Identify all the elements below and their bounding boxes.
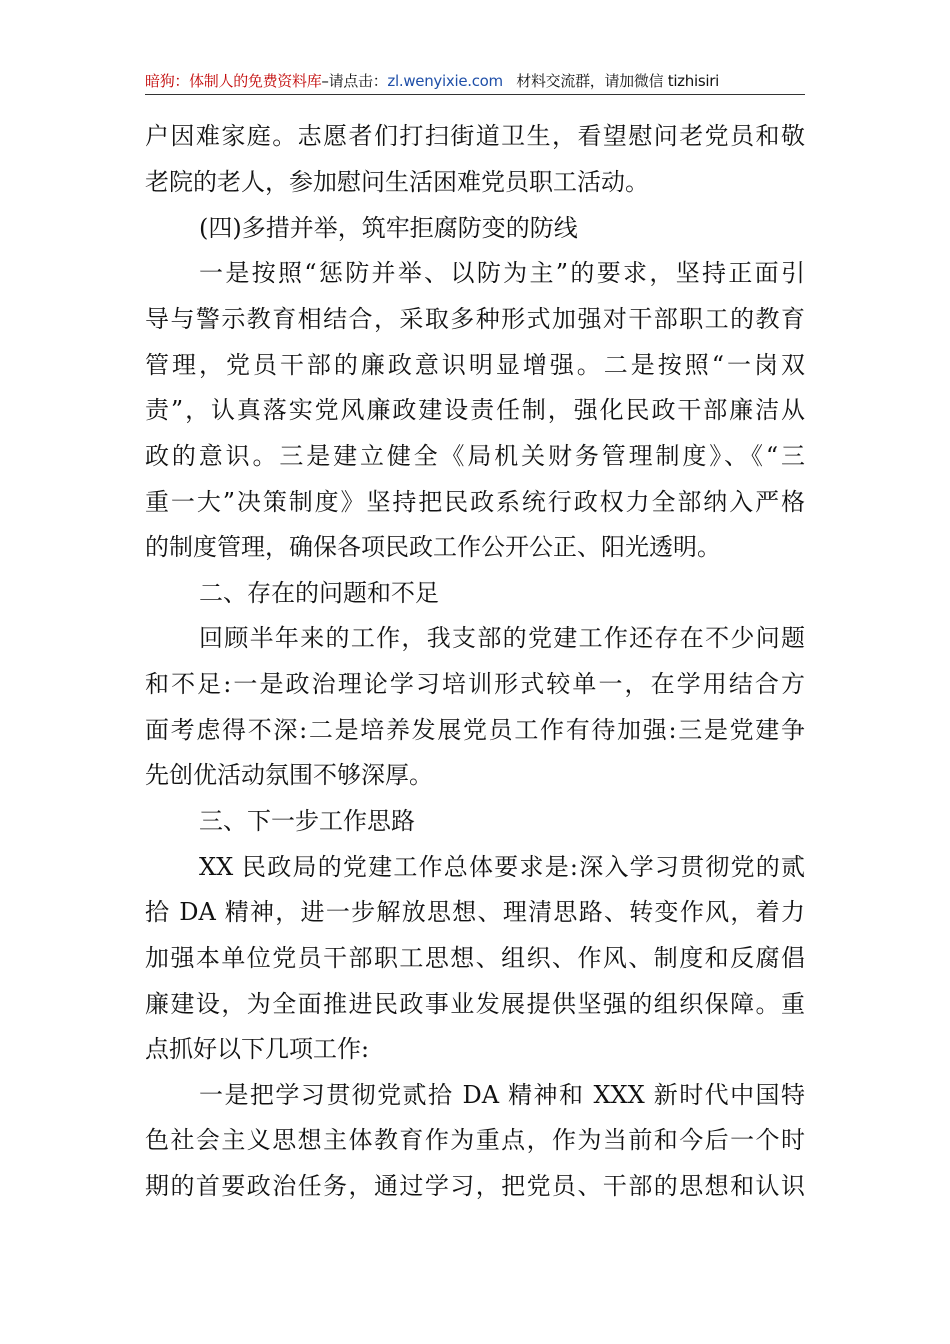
header-click-prompt: –请点击： [321,72,388,90]
body-line: XX 民政局的党建工作总体要求是:深入学习贯彻党的贰 [199,853,805,881]
section-heading: 二、存在的问题和不足 [199,579,439,607]
body-line: 期的首要政治任务，通过学习，把党员、干部的思想和认识 [145,1172,805,1200]
section-subheading: (四)多措并举，筑牢拒腐防变的防线 [199,214,578,242]
body-line: 廉建设，为全面推进民政事业发展提供坚强的组织保障。重 [145,990,805,1018]
body-line: 先创优活动氛围不够深厚。 [145,761,433,789]
body-line: 管理，党员干部的廉政意识明显增强。二是按照“一岗双 [145,351,805,379]
body-line: 责”，认真落实党风廉政建设责任制，强化民政干部廉洁从 [145,396,805,424]
header-divider [145,94,805,95]
body-line: 政的意识。三是建立健全《局机关财务管理制度》、《“三 [145,442,805,470]
header-url-link[interactable]: zl.wenyixie.com [387,72,503,90]
body-line: 色社会主义思想主体教育作为重点，作为当前和今后一个时 [145,1126,805,1154]
header-wechat-note: 材料交流群，请加微信 tizhisiri [516,72,719,90]
body-line: 的制度管理，确保各项民政工作公开公正、阳光透明。 [145,533,721,561]
body-line: 回顾半年来的工作，我支部的党建工作还存在不少问题 [199,624,805,652]
body-line: 一是按照“惩防并举、以防为主”的要求，坚持正面引 [199,259,805,287]
body-line: 面考虑得不深:二是培养发展党员工作有待加强:三是党建争 [145,716,805,744]
header-library-name: 暗狗：体制人的免费资料库 [145,72,322,90]
body-line: 重一大”决策制度》坚持把民政系统行政权力全部纳入严格 [145,488,805,516]
body-line: 点抓好以下几项工作: [145,1035,370,1063]
body-line: 户因难家庭。志愿者们打扫街道卫生，看望慰问老党员和敬 [145,122,805,150]
body-line: 导与警示教育相结合，采取多种形式加强对干部职工的教育 [145,305,805,333]
document-header [145,70,805,92]
body-line: 加强本单位党员干部职工思想、组织、作风、制度和反腐倡 [145,944,805,972]
body-line: 和不足:一是政治理论学习培训形式较单一，在学用结合方 [145,670,805,698]
body-line: 拾 DA 精神，进一步解放思想、理清思路、转变作风，着力 [145,898,805,926]
body-line: 一是把学习贯彻党贰拾 DA 精神和 XXX 新时代中国特 [199,1081,805,1109]
section-heading: 三、下一步工作思路 [199,807,415,835]
body-line: 老院的老人，参加慰问生活困难党员职工活动。 [145,168,649,196]
